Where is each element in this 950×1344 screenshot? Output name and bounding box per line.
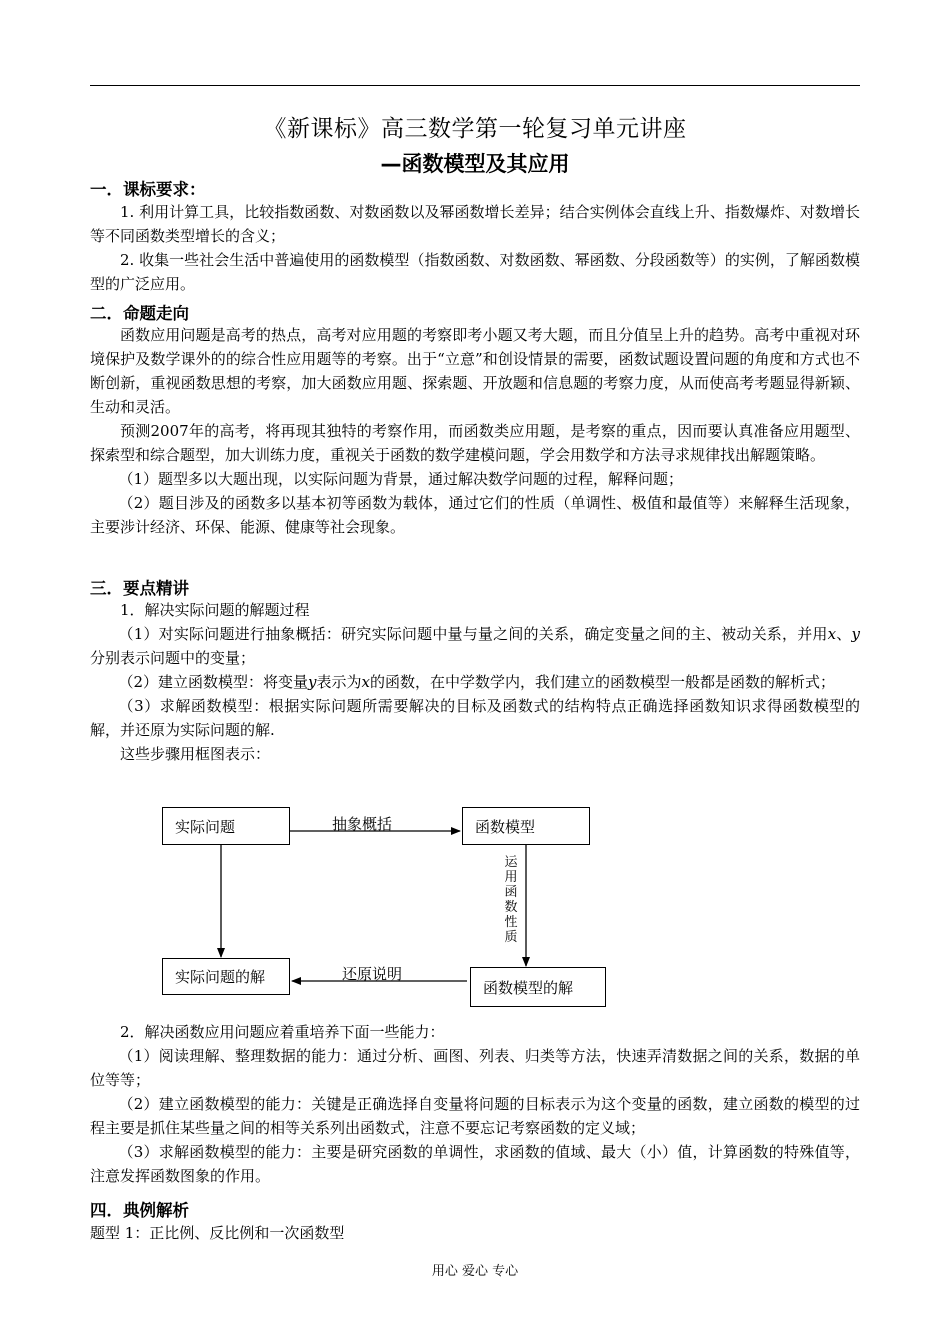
text: 、 [836, 625, 852, 643]
paragraph: （3）求解函数模型的能力：主要是研究函数的单调性，求函数的值域、最大（小）值，计算函数的特殊值等，注意发挥函数图象的作用。 [90, 1143, 860, 1185]
label-abstract: 抽象概括 [332, 815, 393, 833]
box-real-problem: 实际问题 [162, 807, 290, 845]
char: 性 [504, 915, 518, 930]
paragraph: （3）求解函数模型：根据实际问题所需要解决的目标及函数式的结构特点正确选择函数知识求得函数模型的解，并还原为实际问题的解. [90, 697, 860, 739]
section-2-body [90, 323, 860, 539]
section-1-body [90, 200, 860, 296]
paragraph: 预测2007年的高考，将再现其独特的考察作用，而函数类应用题，是考察的重点，因而要认真准备应用题型、探索型和综合题型，加大训练力度，重视关于函数的数学建模问题，学会用数学和方法寻求规律找出解题策略。 [90, 422, 860, 464]
paragraph: （1）题型多以大题出现，以实际问题为背景，通过解决数学问题的过程，解释问题； [118, 470, 684, 488]
list-item: 2．解决函数应用问题应着重培养下面一些能力： [120, 1023, 445, 1041]
section-heading-4: 四．典例解析 [90, 1201, 189, 1220]
section-3-body [90, 598, 860, 766]
paragraph [90, 622, 860, 670]
text: 分别表示问题中的变量； [90, 649, 256, 667]
box-function-model: 函数模型 [462, 807, 590, 845]
page-title: 《新课标》高三数学第一轮复习单元讲座 [263, 116, 687, 142]
text: 表示为 [316, 673, 362, 691]
char: 运 [504, 855, 518, 870]
abilities-body [90, 1020, 860, 1188]
text: （1）对实际问题进行抽象概括：研究实际问题中量与量之间的关系，确定变量之间的主、被动关系，并用 [118, 625, 828, 643]
label-apply-properties [504, 855, 518, 945]
paragraph: （2）题目涉及的函数多以基本初等函数为载体，通过它们的性质（单调性、极值和最值等）来解释生活现象，主要涉计经济、环保、能源、健康等社会现象。 [90, 494, 860, 536]
box-real-solution: 实际问题的解 [162, 958, 290, 995]
char: 用 [504, 870, 518, 885]
list-item: 1．解决实际问题的解题过程 [120, 601, 310, 619]
section-heading-1: 一．课标要求： [90, 180, 206, 199]
char: 函 [504, 885, 518, 900]
text: 的函数，在中学数学内，我们建立的函数模型一般都是函数的解析式； [370, 673, 836, 691]
section-heading-3: 三．要点精讲 [90, 579, 189, 598]
page-subtitle: —函数模型及其应用 [380, 152, 570, 176]
section-heading-2: 二．命题走向 [90, 304, 189, 323]
label-restore: 还原说明 [342, 965, 403, 983]
paragraph: 2. 收集一些社会生活中普遍使用的函数模型（指数函数、对数函数、幂函数、分段函数等）的实例，了解函数模型的广泛应用。 [90, 251, 860, 293]
example-type-1: 题型 1：正比例、反比例和一次函数型 [90, 1224, 345, 1242]
paragraph [90, 670, 860, 694]
var-x: x [361, 673, 371, 691]
box-model-solution: 函数模型的解 [470, 967, 606, 1007]
var-y: y [851, 625, 860, 643]
char: 质 [504, 930, 518, 945]
header-rule [90, 85, 860, 86]
char: 数 [504, 900, 518, 915]
paragraph: 函数应用问题是高考的热点，高考对应用题的考察即考小题又考大题，而且分值呈上升的趋势。高考中重视对环境保护及数学课外的的综合性应用题等的考察。出于“立意”和创设情景的需要，函数试题设置问题的角度和方式也不断创新，重视函数思想的考察，加大函数应用题、探索题、开放题和信息题的考察力度，从而使高考考题显得新颖、生动和灵活。 [90, 326, 860, 416]
paragraph: （2）建立函数模型的能力：关键是正确选择自变量将问题的目标表示为这个变量的函数，建立函数的模型的过程主要是抓住某些量之间的相等关系列出函数式，注意不要忘记考察函数的定义域； [90, 1095, 860, 1137]
var-x: x [827, 625, 837, 643]
paragraph: 1. 利用计算工具，比较指数函数、对数函数以及幂函数增长差异；结合实例体会直线上升、指数爆炸、对数增长等不同函数类型增长的含义； [90, 203, 860, 245]
paragraph: 这些步骤用框图表示： [120, 745, 271, 763]
var-y: y [308, 673, 317, 691]
page-footer: 用心 爱心 专心 [431, 1264, 519, 1279]
text: （2）建立函数模型：将变量 [118, 673, 309, 691]
paragraph: （1）阅读理解、整理数据的能力：通过分析、画图、列表、归类等方法，快速弄清数据之间的关系，数据的单位等等； [90, 1047, 860, 1089]
